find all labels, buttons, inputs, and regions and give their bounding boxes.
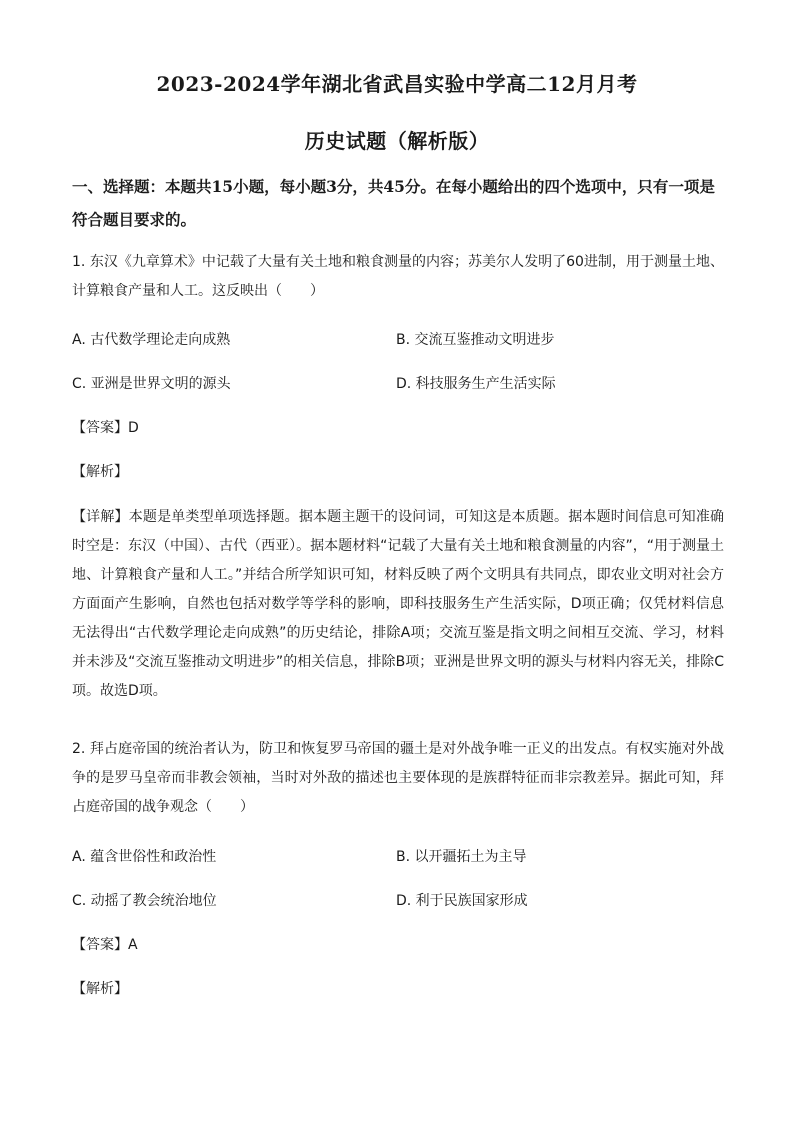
question-2-analysis-label: 【解析】	[72, 981, 128, 997]
question-1-detail: 【详解】本题是单类型单项选择题。据本题主题干的设问词，可知这是本质题。据本题时间信息可知准确时空是：东汉（中国）、古代（西亚）。据本题材料“记载了大量有关土地和粮食测量的内容”，“用于测量土地、计算粮食产量和人工。”并结合所学知识可知，材料反映了两个文明具有共同点，即农业文明对社会方方面面产生影响，自然也包括对数学等学科的影响，即科技服务生产生活实际，D项正确；仅凭材料信息无法得出“古代数学理论走向成熟”的历史结论，排除A项；交流互鉴是指文明之间相互交流、学习，材料并未涉及“交流互鉴推动文明进步”的相关信息，排除B项；亚洲是世界文明的源头与材料内容无关，排除C项。故选D项。	[72, 509, 724, 699]
question-1-analysis-label: 【解析】	[72, 464, 128, 480]
document-subtitle: 历史试题（解析版）	[304, 129, 490, 153]
question-1-answer: 【答案】D	[72, 420, 139, 436]
question-2-option-c: C. 动摇了教会统治地位	[72, 893, 217, 909]
question-2-option-a: A. 蕴含世俗性和政治性	[72, 849, 217, 865]
question-1-option-a: A. 古代数学理论走向成熟	[72, 332, 231, 348]
question-2-option-b: B. 以开疆拓土为主导	[396, 849, 527, 865]
question-1-stem: 1. 东汉《九章算术》中记载了大量有关土地和粮食测量的内容；苏美尔人发明了60进制，用于测量土地、计算粮食产量和人工。这反映出（ ）	[72, 254, 724, 299]
question-1-option-d: D. 科技服务生产生活实际	[396, 376, 556, 392]
section-heading: 一、选择题：本题共15小题，每小题3分，共45分。在每小题给出的四个选项中，只有一项是符合题目要求的。	[72, 177, 715, 229]
document-title: 2023-2024学年湖北省武昌实验中学高二12月月考	[156, 72, 638, 96]
question-1-option-c: C. 亚洲是世界文明的源头	[72, 376, 231, 392]
question-2-option-d: D. 利于民族国家形成	[396, 893, 528, 909]
question-2-answer: 【答案】A	[72, 937, 138, 953]
question-1-option-b: B. 交流互鉴推动文明进步	[396, 332, 555, 348]
question-2-stem: 2. 拜占庭帝国的统治者认为，防卫和恢复罗马帝国的疆土是对外战争唯一正义的出发点。有权实施对外战争的是罗马皇帝而非教会领袖，当时对外敌的描述也主要体现的是族群特征而非宗教差异。据此可知，拜占庭帝国的战争观念（ ）	[72, 741, 724, 815]
